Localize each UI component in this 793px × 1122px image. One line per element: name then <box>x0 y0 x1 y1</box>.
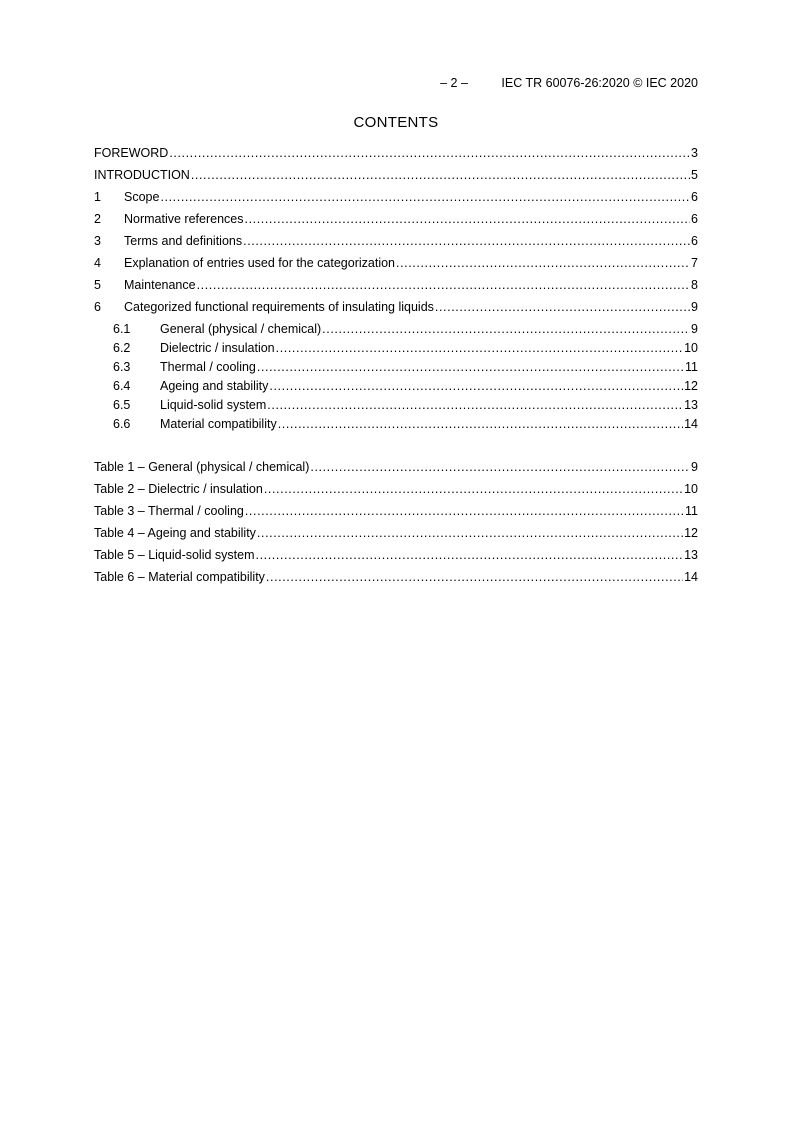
table-entry-page: 12 <box>684 526 698 540</box>
table-entry-page: 10 <box>684 482 698 496</box>
toc-subentry-thermal[interactable] <box>94 359 698 375</box>
toc-entry-number: 3 <box>94 234 101 248</box>
toc-entry-text: General (physical / chemical) <box>160 322 322 336</box>
dot-leader <box>276 340 683 356</box>
toc-entry-page: 11 <box>685 360 698 374</box>
toc-entry-foreword[interactable] <box>94 145 698 161</box>
toc-entry-text: Dielectric / insulation <box>160 341 275 355</box>
dot-leader <box>197 277 690 293</box>
list-of-tables <box>94 459 698 585</box>
toc-entry-number: 6.4 <box>113 379 131 393</box>
toc-entry-number: 6 <box>94 300 101 314</box>
dot-leader <box>435 299 690 315</box>
toc-entry-text: Normative references <box>124 212 244 226</box>
dot-leader <box>310 459 690 475</box>
dot-leader <box>191 167 690 183</box>
dot-leader <box>266 569 683 585</box>
toc-entry-number: 6.3 <box>113 360 131 374</box>
toc-entry-page: 6 <box>691 234 698 248</box>
dot-leader <box>257 525 683 541</box>
toc-subentry-general[interactable] <box>94 321 698 337</box>
toc-entry-text: Material compatibility <box>160 417 277 431</box>
table-entry-page: 9 <box>691 460 698 474</box>
toc-entry-page: 3 <box>691 146 698 160</box>
toc-entry-text: FOREWORD <box>94 146 169 160</box>
table-entry-text: Table 5 – Liquid-solid system <box>94 548 255 562</box>
toc-subentry-liquid-solid[interactable] <box>94 397 698 413</box>
table-entry-page: 13 <box>684 548 698 562</box>
table-entry-2[interactable] <box>94 481 698 497</box>
toc-entry-number: 6.5 <box>113 398 131 412</box>
toc-entry-page: 13 <box>684 398 698 412</box>
dot-leader <box>396 255 690 271</box>
toc-entry-number: 4 <box>94 256 101 270</box>
toc-entry-number: 6.6 <box>113 417 131 431</box>
toc-entry-number: 6.2 <box>113 341 131 355</box>
toc-entry-page: 10 <box>684 341 698 355</box>
toc-entry-page: 6 <box>691 190 698 204</box>
page-number: – 2 – <box>440 76 468 90</box>
table-entry-1[interactable] <box>94 459 698 475</box>
dot-leader <box>256 547 684 563</box>
toc-entry-text: Ageing and stability <box>160 379 269 393</box>
dot-leader <box>267 397 683 413</box>
table-entry-text: Table 2 – Dielectric / insulation <box>94 482 263 496</box>
dot-leader <box>264 481 683 497</box>
dot-leader <box>257 359 684 375</box>
toc-entry-terms-definitions[interactable] <box>94 233 698 249</box>
toc-entry-text: Terms and definitions <box>124 234 243 248</box>
toc-entry-number: 5 <box>94 278 101 292</box>
toc-subentry-ageing[interactable] <box>94 378 698 394</box>
table-entry-text: Table 6 – Material compatibility <box>94 570 265 584</box>
toc-entry-number: 6.1 <box>113 322 131 336</box>
table-entry-5[interactable] <box>94 547 698 563</box>
table-entry-text: Table 4 – Ageing and stability <box>94 526 256 540</box>
toc-entry-explanation[interactable] <box>94 255 698 271</box>
toc-entry-text: Explanation of entries used for the categorization <box>124 256 396 270</box>
dot-leader <box>169 145 690 161</box>
toc-entry-page: 6 <box>691 212 698 226</box>
toc-main-list <box>94 145 698 432</box>
table-entry-page: 11 <box>685 504 698 518</box>
toc-entry-text: Maintenance <box>124 278 196 292</box>
toc-entry-normative-references[interactable] <box>94 211 698 227</box>
contents-title: CONTENTS <box>353 114 439 131</box>
toc-entry-page: 14 <box>684 417 698 431</box>
table-entry-page: 14 <box>684 570 698 584</box>
toc-entry-text: INTRODUCTION <box>94 168 190 182</box>
toc-subentry-dielectric[interactable] <box>94 340 698 356</box>
dot-leader <box>278 416 683 432</box>
table-entry-6[interactable] <box>94 569 698 585</box>
table-entry-4[interactable] <box>94 525 698 541</box>
toc-entry-introduction[interactable] <box>94 167 698 183</box>
toc-entry-page: 8 <box>691 278 698 292</box>
toc-entry-text: Thermal / cooling <box>160 360 256 374</box>
dot-leader <box>269 378 683 394</box>
toc-entry-page: 9 <box>691 322 698 336</box>
toc-entry-page: 7 <box>691 256 698 270</box>
dot-leader <box>245 503 684 519</box>
toc-entry-number: 2 <box>94 212 101 226</box>
toc-entry-text: Categorized functional requirements of insulating liquids <box>124 300 434 314</box>
running-header <box>94 76 698 92</box>
toc-entry-maintenance[interactable] <box>94 277 698 293</box>
document-id: IEC TR 60076-26:2020 © IEC 2020 <box>501 76 698 90</box>
toc-entry-page: 12 <box>684 379 698 393</box>
toc-entry-page: 9 <box>691 300 698 314</box>
dot-leader <box>160 189 690 205</box>
toc-entry-scope[interactable] <box>94 189 698 205</box>
table-entry-text: Table 3 – Thermal / cooling <box>94 504 244 518</box>
dot-leader <box>245 211 691 227</box>
toc-subentry-material-compatibility[interactable] <box>94 416 698 432</box>
dot-leader <box>243 233 690 249</box>
toc-entry-categorized-requirements[interactable] <box>94 299 698 315</box>
dot-leader <box>322 321 690 337</box>
toc-entry-page: 5 <box>691 168 698 182</box>
toc-entry-number: 1 <box>94 190 101 204</box>
toc-entry-text: Scope <box>124 190 160 204</box>
table-entry-text: Table 1 – General (physical / chemical) <box>94 460 310 474</box>
table-entry-3[interactable] <box>94 503 698 519</box>
toc-entry-text: Liquid-solid system <box>160 398 267 412</box>
